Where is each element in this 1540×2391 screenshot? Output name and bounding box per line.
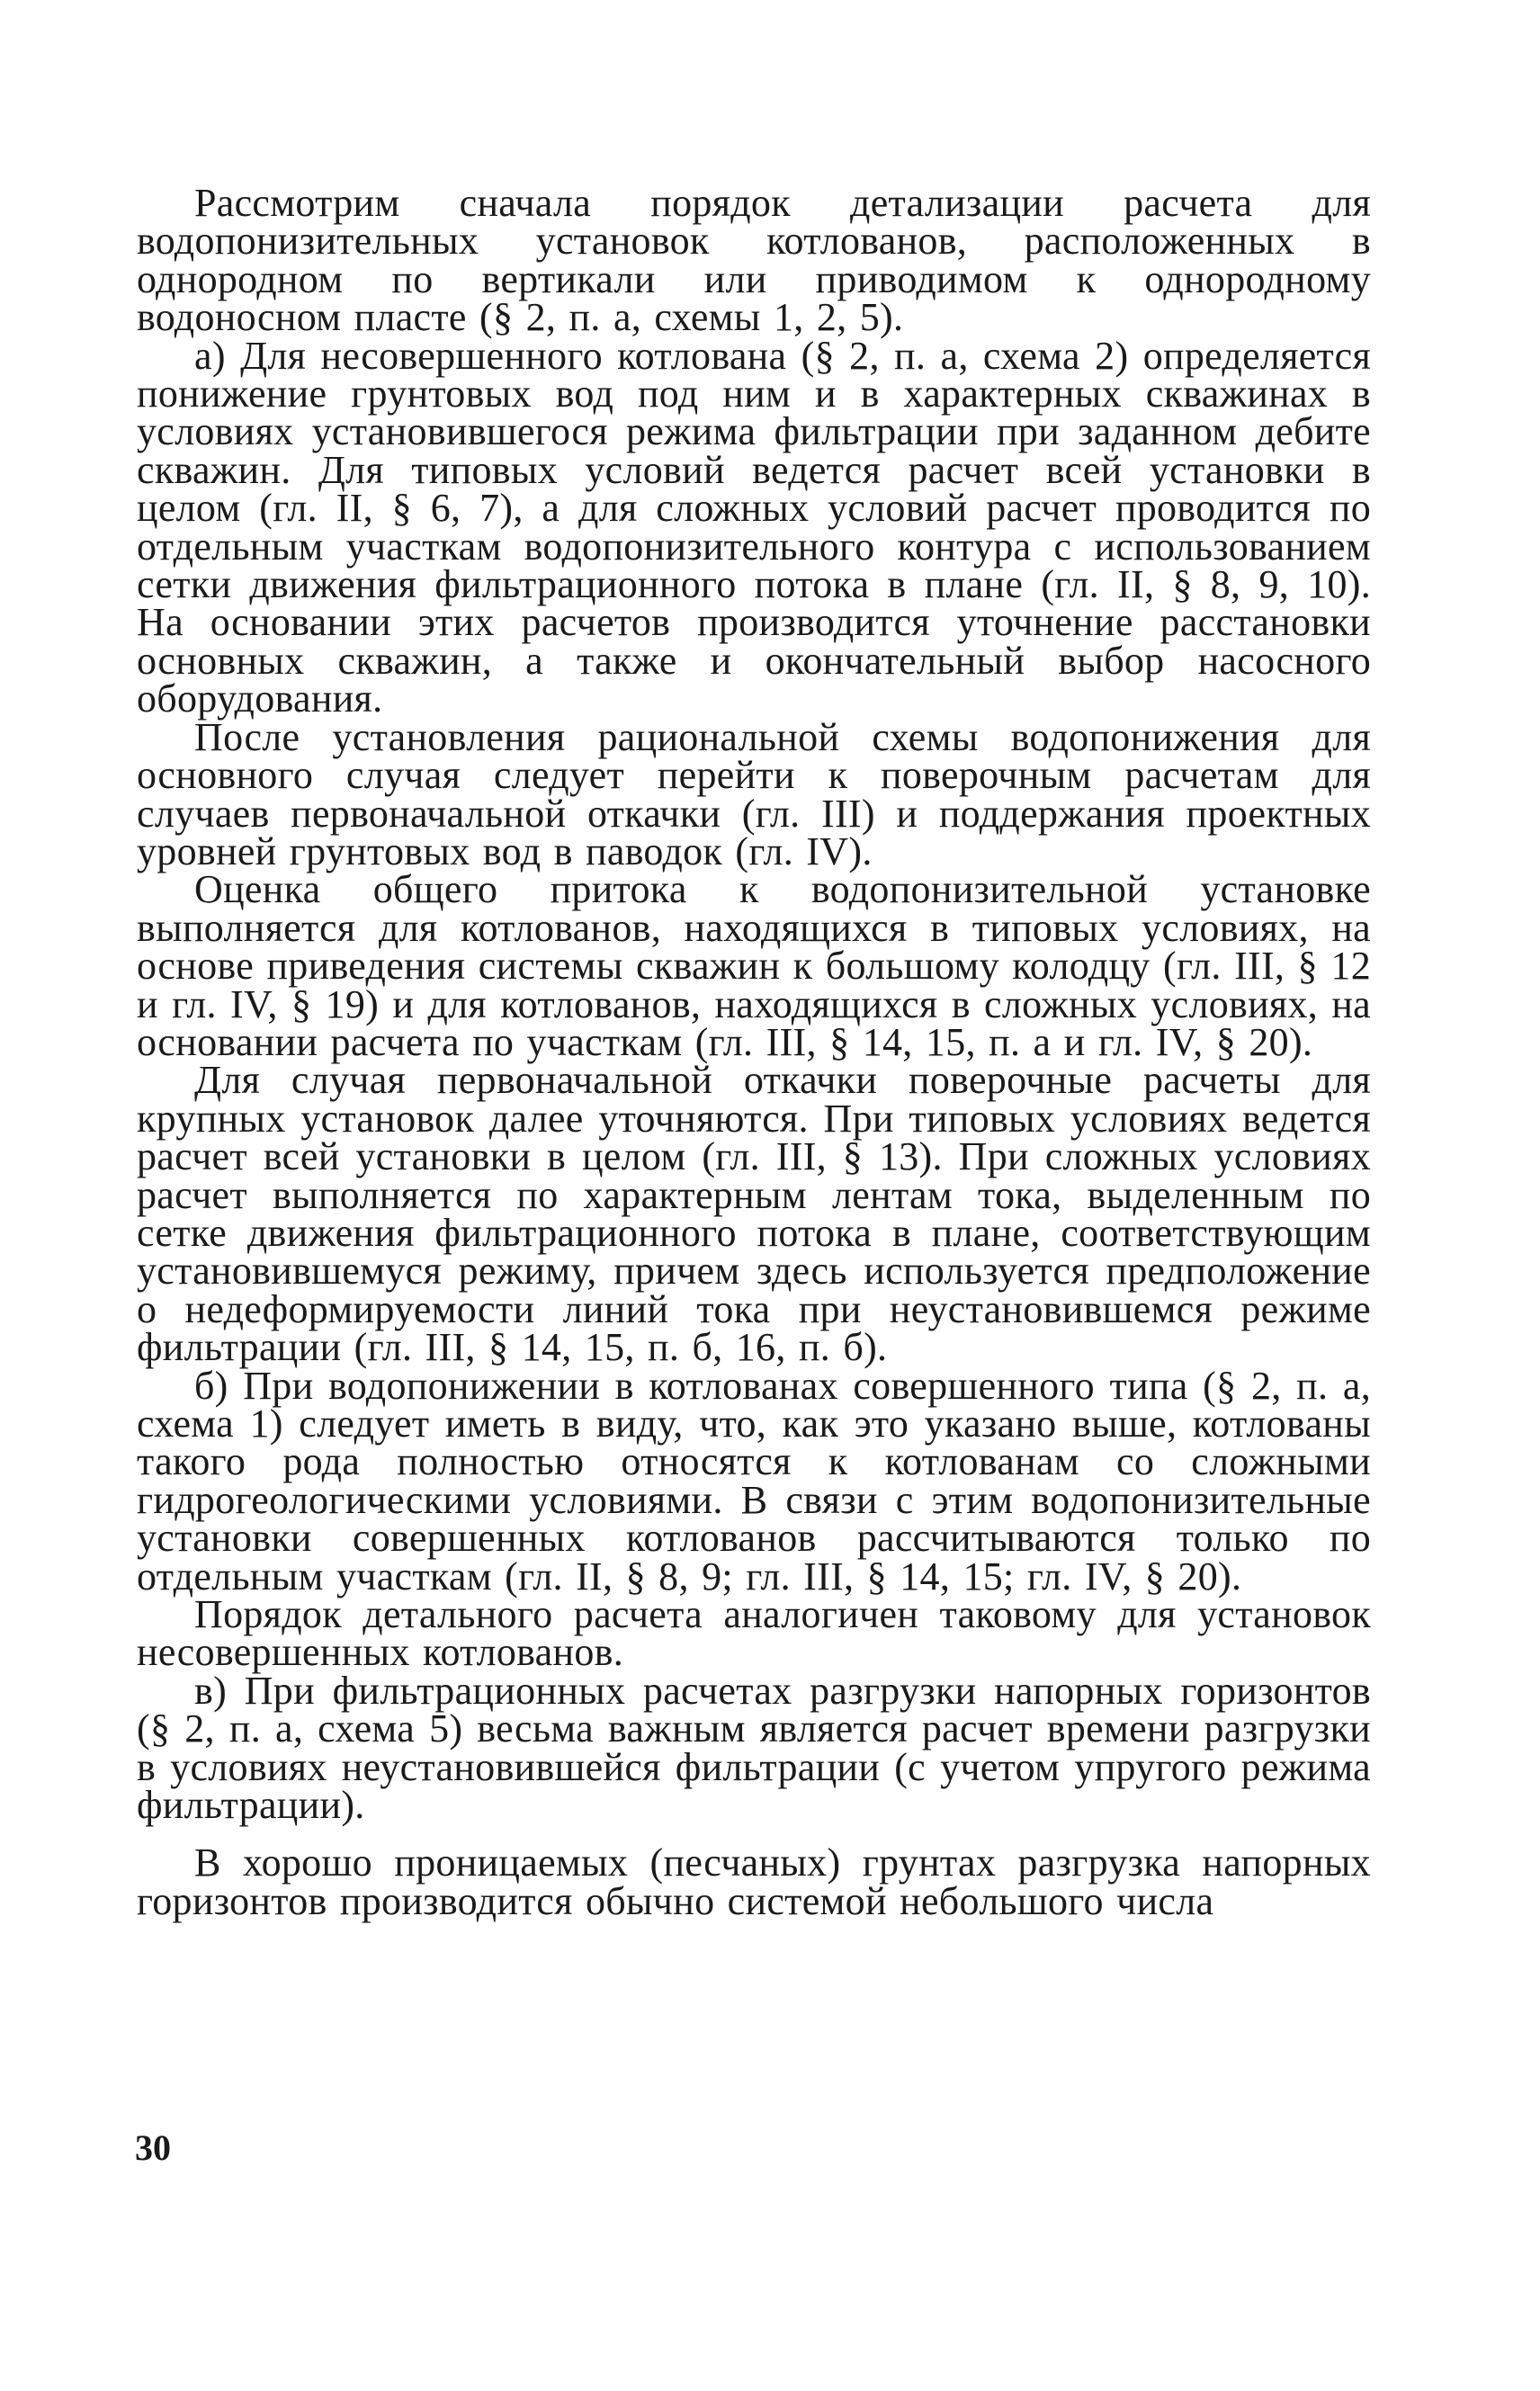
- paragraph-intro: Рассмотрим сначала порядок детализации расчета для водопонизительных установок котлованов, расположенных в однородном по вертикали или приводимом к однородному водоносном пласте (§ 2, п. а, схемы 1, 2, 5).: [137, 181, 1371, 340]
- page-number: 30: [135, 2127, 171, 2168]
- paragraph-item-b: б) При водопонижении в котлованах совершенного типа (§ 2, п. а, схема 1) следует иметь в виду, что, как это указано выше, котлованы такого рода полностью относятся к котлованам со сложными гидрогеологическими условиями. В связи с этим водопонизительные установки совершенных котлованов рассчитываются только по отдельным участкам (гл. II, § 8, 9; гл. III, § 14, 15; гл. IV, § 20).: [137, 1363, 1371, 1598]
- paragraph-verification: После установления рациональной схемы водопонижения для основного случая следует перейти к поверочным расчетам для случаев первоначальной откачки (гл. III) и поддержания проектных уровней грунтовых вод в паводок (гл. IV).: [137, 714, 1371, 873]
- paragraph-sandy-soils: В хорошо проницаемых (песчаных) грунтах разгрузка напорных горизонтов производится обычно системой небольшого числа: [137, 1840, 1371, 1923]
- paragraph-total-inflow: Оценка общего притока к водопонизительной установке выполняется для котлованов, находящихся в типовых условиях, на основе приведения системы скважин к большому колодцу (гл. III, § 12 и гл. IV, § 19) и для котлованов, находящихся в сложных условиях, на основании расчета по участкам (гл. III, § 14, 15, п. а и гл. IV, § 20).: [137, 867, 1371, 1064]
- paragraph-item-v: в) При фильтрационных расчетах разгрузки напорных горизонтов (§ 2, п. а, схема 5) весьма важным является расчет времени разгрузки в условиях неустановившейся фильтрации (с учетом упругого режима фильтрации).: [137, 1668, 1371, 1828]
- page-body: [137, 181, 1371, 1923]
- paragraph-detailed-calc: Порядок детального расчета аналогичен таковому для установок несовершенных котлованов.: [137, 1592, 1371, 1675]
- paragraph-item-a: а) Для несовершенного котлована (§ 2, п. а, схема 2) определяется понижение грунтовых вод под ним и в характерных скважинах в условиях установившегося режима фильтрации при заданном дебите скважин. Для типовых условий ведется расчет всей установки в целом (гл. II, § 6, 7), а для сложных условий расчет проводится по отдельным участкам водопонизительного контура с использованием сетки движения фильтрационного потока в плане (гл. II, § 8, 9, 10). На основании этих расчетов производится уточнение расстановки основных скважин, а также и окончательный выбор насосного оборудования.: [137, 333, 1371, 721]
- paragraph-initial-pumping: Для случая первоначальной откачки поверочные расчеты для крупных установок далее уточняются. При типовых условиях ведется расчет всей установки в целом (гл. III, § 13). При сложных условиях расчет выполняется по характерным лентам тока, выделенным по сетке движения фильтрационного потока в плане, соответствующим установившемуся режиму, причем здесь используется предположение о недеформируемости линий тока при неустановившемся режиме фильтрации (гл. III, § 14, 15, п. б, 16, п. б).: [137, 1058, 1371, 1370]
